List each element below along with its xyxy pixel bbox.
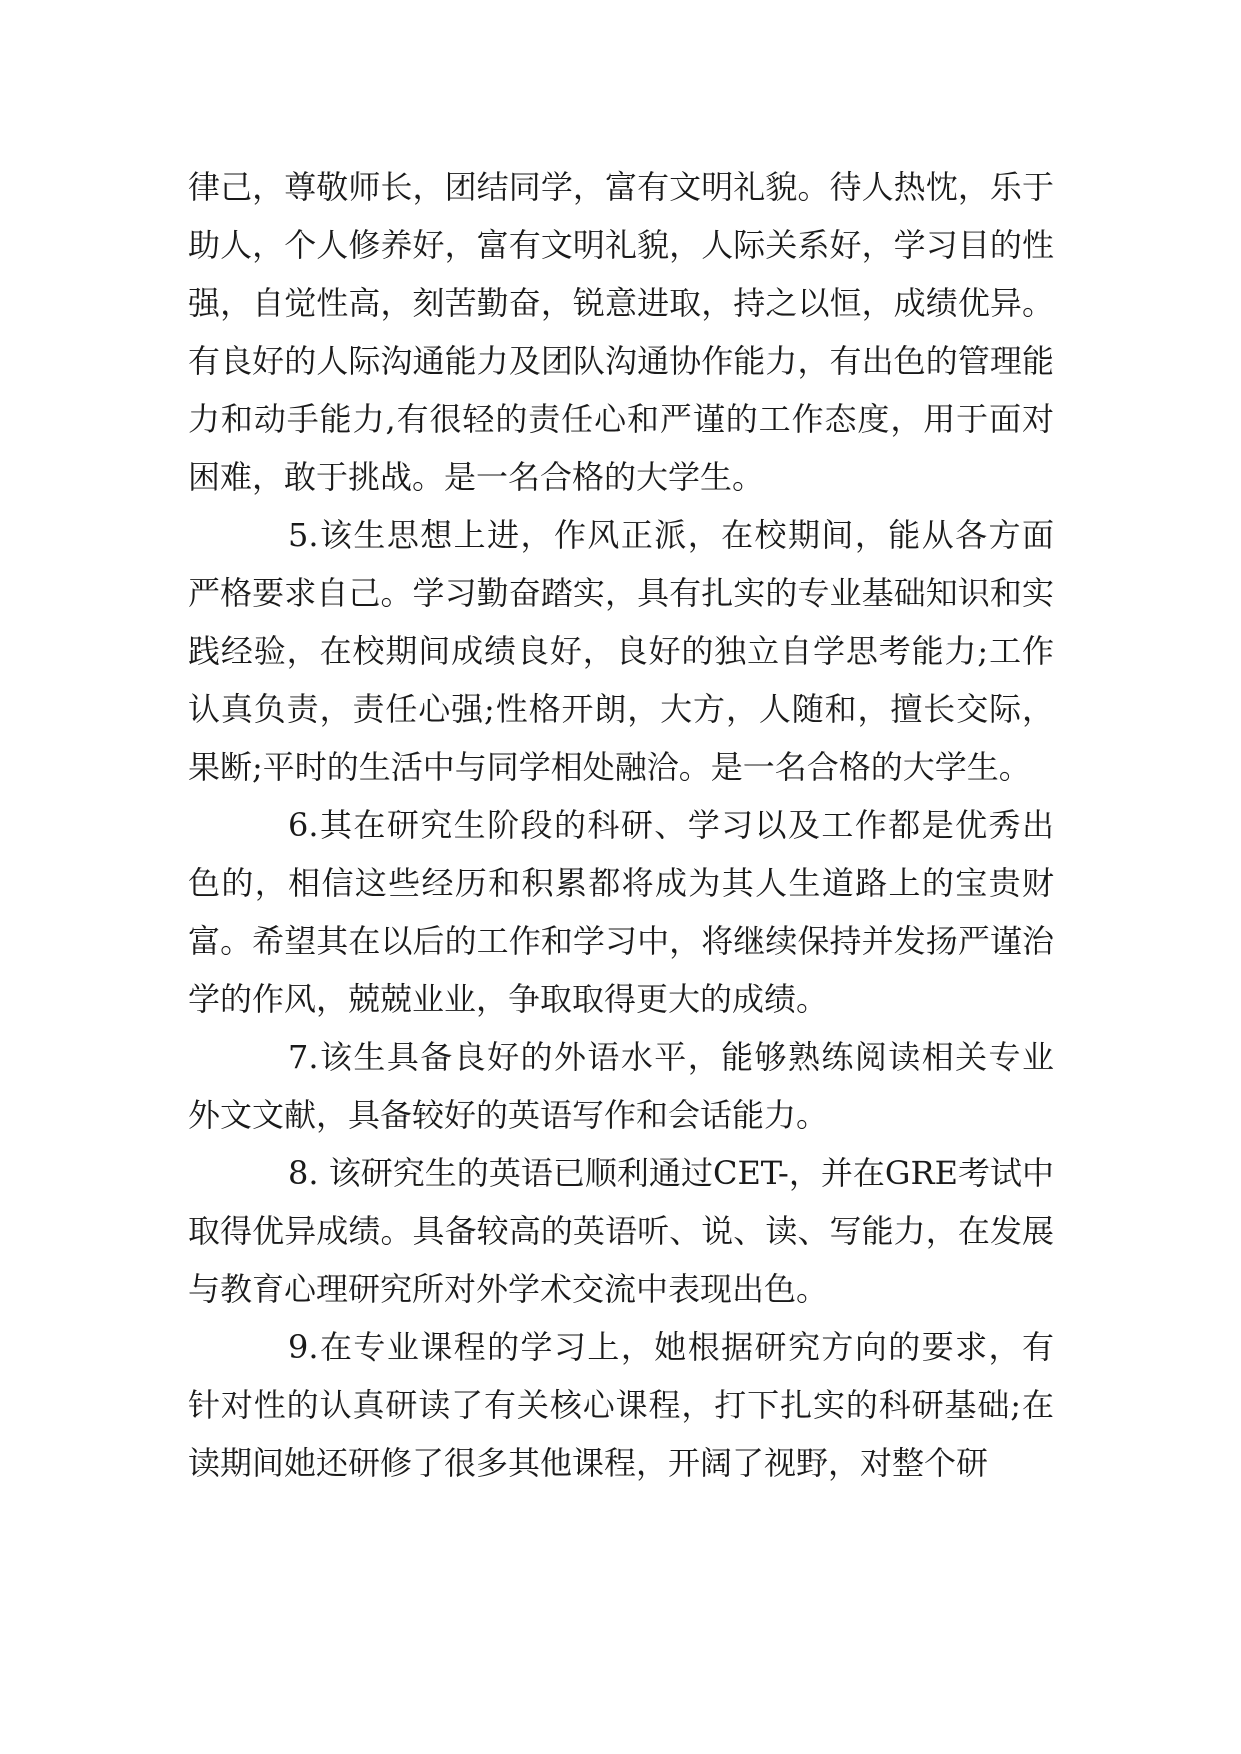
document-body bbox=[188, 158, 1054, 1492]
paragraph-9: 9.在专业课程的学习上，她根据研究方向的要求，有针对性的认真研读了有关核心课程，打下扎实的科研基础;在读期间她还研修了很多其他课程，开阔了视野，对整个研 bbox=[188, 1328, 1054, 1482]
paragraph-6: 6.其在研究生阶段的科研、学习以及工作都是优秀出色的，相信这些经历和积累都将成为其人生道路上的宝贵财富。希望其在以后的工作和学习中，将继续保持并发扬严谨治学的作风，兢兢业业，争取取得更大的成绩。 bbox=[188, 806, 1054, 1018]
paragraph-5: 5.该生思想上进，作风正派，在校期间，能从各方面严格要求自己。学习勤奋踏实，具有扎实的专业基础知识和实践经验，在校期间成绩良好，良好的独立自学思考能力;工作认真负责，责任心强;性格开朗，大方，人随和，擅长交际，果断;平时的生活中与同学相处融洽。是一名合格的大学生。 bbox=[188, 516, 1054, 786]
paragraph-continued: 律己，尊敬师长，团结同学，富有文明礼貌。待人热忱，乐于助人，个人修养好，富有文明礼貌，人际关系好，学习目的性强，自觉性高，刻苦勤奋，锐意进取，持之以恒，成绩优异。有良好的人际沟通能力及团队沟通协作能力，有出色的管理能力和动手能力,有很轻的责任心和严谨的工作态度，用于面对困难，敢于挑战。是一名合格的大学生。 bbox=[188, 168, 1054, 496]
paragraph-7: 7.该生具备良好的外语水平，能够熟练阅读相关专业外文文献，具备较好的英语写作和会话能力。 bbox=[188, 1038, 1054, 1134]
paragraph-8: 8. 该研究生的英语已顺利通过CET-，并在GRE考试中取得优异成绩。具备较高的英语听、说、读、写能力，在发展与教育心理研究所对外学术交流中表现出色。 bbox=[188, 1154, 1054, 1308]
